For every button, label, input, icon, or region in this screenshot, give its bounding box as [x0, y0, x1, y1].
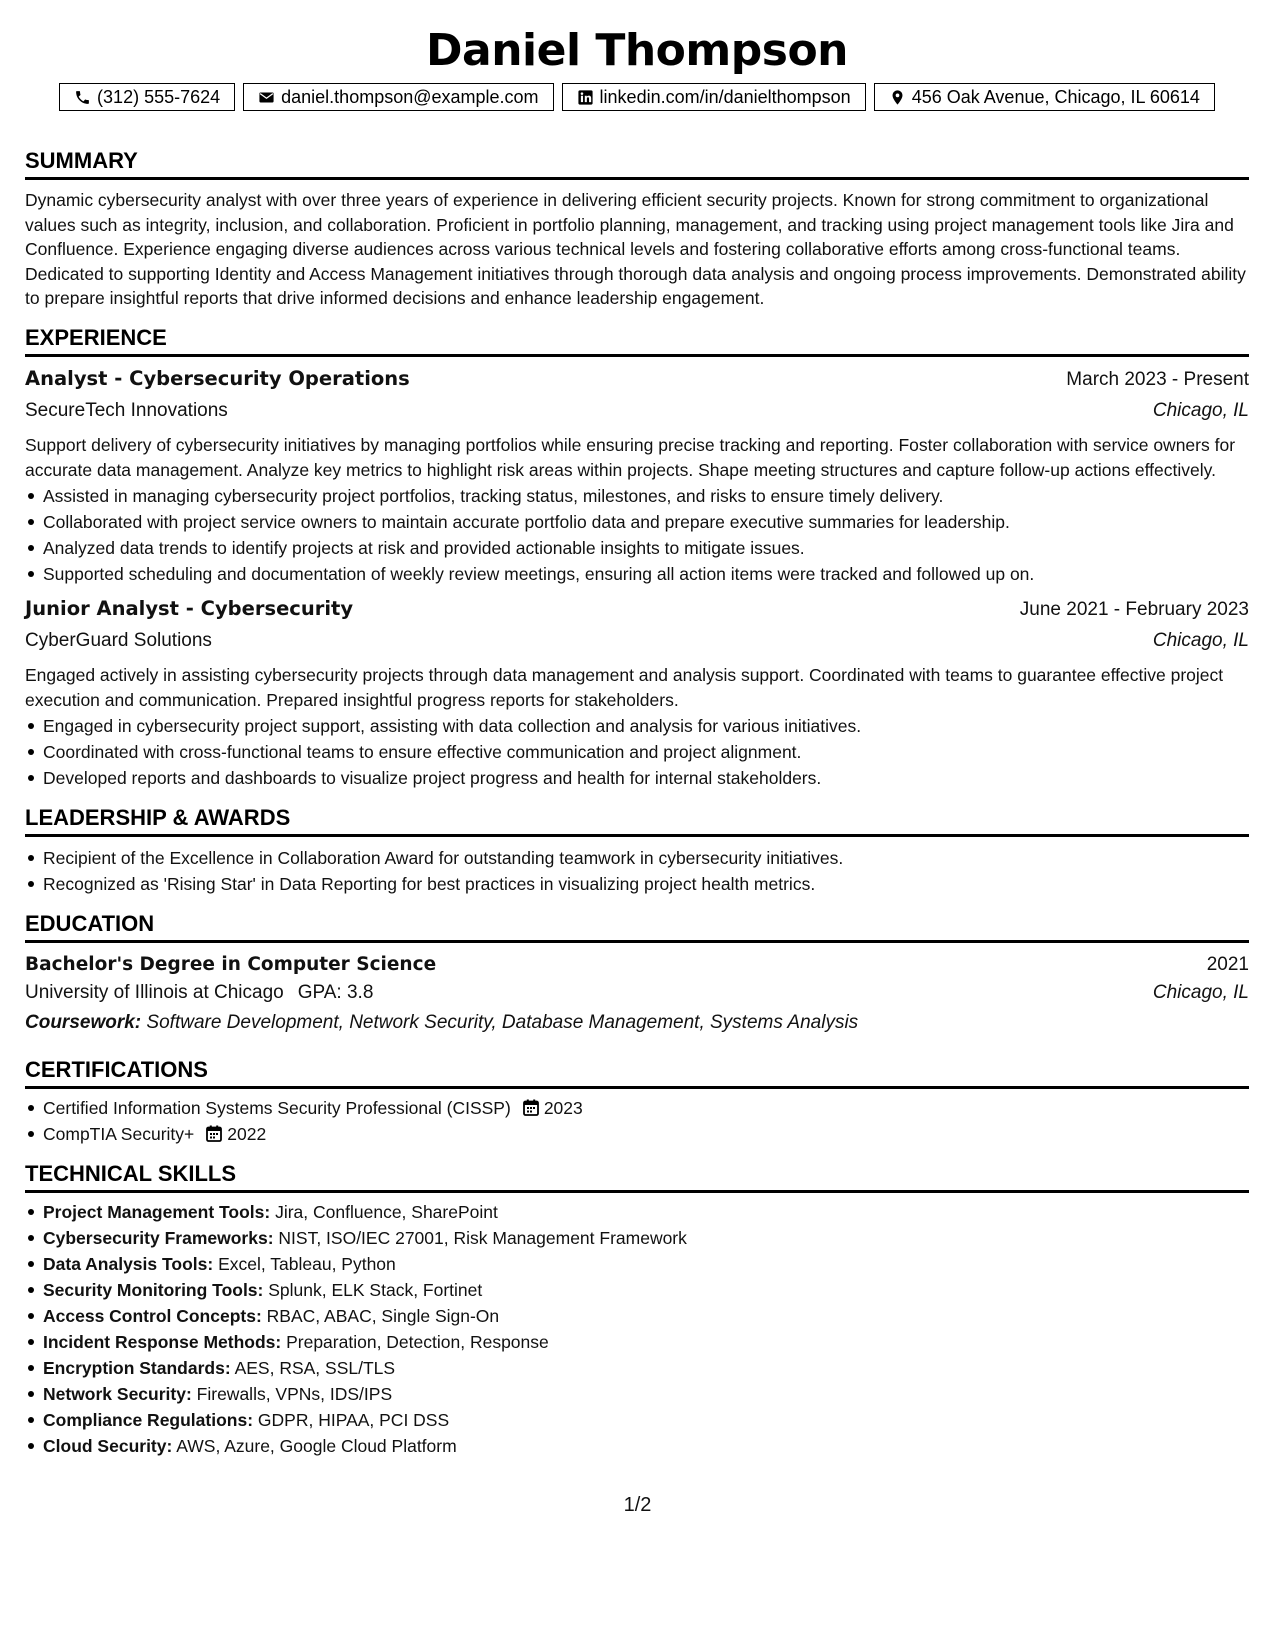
job-title: Analyst - Cybersecurity Operations — [25, 366, 410, 390]
skill-value: GDPR, HIPAA, PCI DSS — [257, 1410, 450, 1431]
skill-label: Cloud Security: — [43, 1436, 173, 1457]
skill-value: AWS, Azure, Google Cloud Platform — [176, 1436, 457, 1457]
job-title: Junior Analyst - Cybersecurity — [25, 597, 354, 621]
job-location: Chicago, IL — [1152, 399, 1249, 421]
school-name: University of Illinois at Chicago — [25, 982, 284, 1004]
contact-email-text: daniel.thompson@example.com — [281, 87, 539, 107]
calendar-icon — [206, 1125, 222, 1142]
calendar-icon — [523, 1099, 539, 1116]
list-item — [43, 1251, 1249, 1277]
skill-value: Excel, Tableau, Python — [218, 1254, 396, 1275]
skills-list — [25, 1199, 1249, 1459]
list-item: Assisted in managing cybersecurity project portfolios, tracking status, milestones, and risks to ensure timely delivery. — [43, 483, 1249, 509]
awards-section — [25, 805, 1249, 897]
job-bullets — [25, 713, 1249, 791]
list-item — [43, 1303, 1249, 1329]
contact-address[interactable] — [874, 83, 1215, 111]
resume-page — [25, 0, 1249, 1459]
list-item — [43, 1225, 1249, 1251]
list-item: Recognized as 'Rising Star' in Data Reporting for best practices in visualizing project health metrics. — [43, 871, 1249, 897]
job-entry — [25, 365, 1249, 587]
job-description: Support delivery of cybersecurity initiatives by managing portfolios while ensuring precise tracking and reporting. Foster collaboration with service owners for accurate data management. Analyze key metrics to highlight risk areas within projects. Shape meeting structures and capture follow-up actions effectively. — [25, 434, 1236, 480]
contact-linkedin-text: linkedin.com/in/danielthompson — [599, 87, 851, 107]
education-section — [25, 911, 1249, 1037]
coursework-text: Software Development, Network Security, Database Management, Systems Analysis — [146, 1012, 859, 1034]
list-item: Coordinated with cross-functional teams to ensure effective communication and project alignment. — [43, 739, 1249, 765]
map-pin-icon — [889, 89, 906, 106]
gpa: GPA: 3.8 — [297, 982, 374, 1004]
list-item: Developed reports and dashboards to visualize project progress and health for internal stakeholders. — [43, 765, 1249, 791]
certifications-list — [25, 1095, 1249, 1147]
list-item — [43, 1095, 1249, 1121]
list-item: Engaged in cybersecurity project support, assisting with data collection and analysis for various initiatives. — [43, 713, 1249, 739]
skill-label: Security Monitoring Tools: — [43, 1280, 264, 1301]
skill-value: Firewalls, VPNs, IDS/IPS — [196, 1384, 393, 1405]
skills-section — [25, 1161, 1249, 1459]
skill-value: Splunk, ELK Stack, Fortinet — [268, 1280, 483, 1301]
contact-address-text: 456 Oak Avenue, Chicago, IL 60614 — [911, 87, 1200, 107]
job-location: Chicago, IL — [1152, 630, 1249, 652]
skill-value: RBAC, ABAC, Single Sign-On — [266, 1306, 500, 1327]
skill-value: Jira, Confluence, SharePoint — [275, 1202, 498, 1223]
list-item: Supported scheduling and documentation of weekly review meetings, ensuring all action items were tracked and followed up on. — [43, 561, 1249, 587]
skill-value: NIST, ISO/IEC 27001, Risk Management Framework — [278, 1228, 687, 1249]
list-item — [43, 1433, 1249, 1459]
skill-value: Preparation, Detection, Response — [286, 1332, 549, 1353]
coursework-label: Coursework: — [25, 1012, 142, 1034]
job-date: March 2023 - Present — [1066, 368, 1249, 390]
contact-bar — [25, 83, 1249, 111]
skill-label: Data Analysis Tools: — [43, 1254, 214, 1275]
job-entry — [25, 595, 1249, 791]
phone-icon — [74, 89, 91, 106]
summary-text: Dynamic cybersecurity analyst with over three years of experience in delivering efficient security projects. Known for strong commitment to organizational values such as integrity, inclusion, and collaboration. Proficient in portfolio planning, management, and tracking using project management tools like Jira and Confluence. Experience engaging diverse audiences across various technical levels and fostering collaborative efforts among cross-functional teams. Dedicated to supporting Identity and Access Management initiatives through thorough data analysis and ongoing process improvements. Demonstrated ability to prepare insightful reports that drive informed decisions and enhance leadership engagement. — [25, 190, 1246, 309]
list-item — [43, 1121, 1249, 1147]
skill-label: Compliance Regulations: — [43, 1410, 254, 1431]
experience-section — [25, 325, 1249, 791]
school-location: Chicago, IL — [1152, 982, 1249, 1004]
list-item — [43, 1355, 1249, 1381]
job-description: Engaged actively in assisting cybersecurity projects through data management and analysis support. Coordinated with teams to guarantee effective project execution and communication. Prepared insightful progress reports for stakeholders. — [25, 665, 1224, 710]
list-item — [43, 1381, 1249, 1407]
section-title-certifications: CERTIFICATIONS — [25, 1057, 1249, 1089]
skill-label: Project Management Tools: — [43, 1202, 271, 1223]
list-item: Analyzed data trends to identify projects at risk and provided actionable insights to mitigate issues. — [43, 535, 1249, 561]
skill-label: Cybersecurity Frameworks: — [43, 1228, 274, 1249]
skill-label: Access Control Concepts: — [43, 1306, 262, 1327]
awards-list — [25, 845, 1249, 897]
list-item — [43, 1277, 1249, 1303]
graduation-year: 2021 — [1206, 954, 1249, 976]
list-item: Recipient of the Excellence in Collaboration Award for outstanding teamwork in cybersecurity initiatives. — [43, 845, 1249, 871]
certifications-section — [25, 1057, 1249, 1147]
skill-label: Network Security: — [43, 1384, 192, 1405]
list-item — [43, 1329, 1249, 1355]
contact-phone-text: (312) 555-7624 — [97, 87, 221, 107]
list-item — [43, 1199, 1249, 1225]
contact-linkedin[interactable] — [562, 83, 866, 111]
skill-value: AES, RSA, SSL/TLS — [234, 1358, 396, 1379]
degree-title: Bachelor's Degree in Computer Science — [25, 954, 437, 976]
skill-label: Incident Response Methods: — [43, 1332, 282, 1353]
section-title-awards: LEADERSHIP & AWARDS — [25, 805, 1249, 837]
section-title-education: EDUCATION — [25, 911, 1249, 943]
contact-email[interactable] — [243, 83, 553, 111]
coursework — [25, 1009, 1249, 1037]
job-date: June 2021 - February 2023 — [1019, 599, 1249, 621]
list-item: Collaborated with project service owners to maintain accurate portfolio data and prepare executive summaries for leadership. — [43, 509, 1249, 535]
certification-year: 2022 — [227, 1124, 267, 1145]
section-title-experience: EXPERIENCE — [25, 325, 1249, 357]
envelope-icon — [258, 89, 275, 106]
list-item — [43, 1407, 1249, 1433]
section-title-skills: TECHNICAL SKILLS — [25, 1161, 1249, 1193]
company-name: SecureTech Innovations — [25, 399, 228, 421]
skill-label: Encryption Standards: — [43, 1358, 231, 1379]
certification-name: Certified Information Systems Security Professional (CISSP) — [43, 1098, 511, 1119]
linkedin-icon — [577, 89, 594, 106]
job-bullets — [25, 483, 1249, 587]
contact-phone[interactable] — [59, 83, 235, 111]
certification-year: 2023 — [543, 1098, 583, 1119]
section-title-summary: SUMMARY — [25, 148, 1249, 180]
summary-section — [25, 148, 1249, 311]
candidate-name: Daniel Thompson — [425, 25, 848, 76]
certification-name: CompTIA Security+ — [43, 1124, 195, 1145]
company-name: CyberGuard Solutions — [25, 630, 212, 652]
page-number: 1/2 — [623, 1494, 652, 1516]
